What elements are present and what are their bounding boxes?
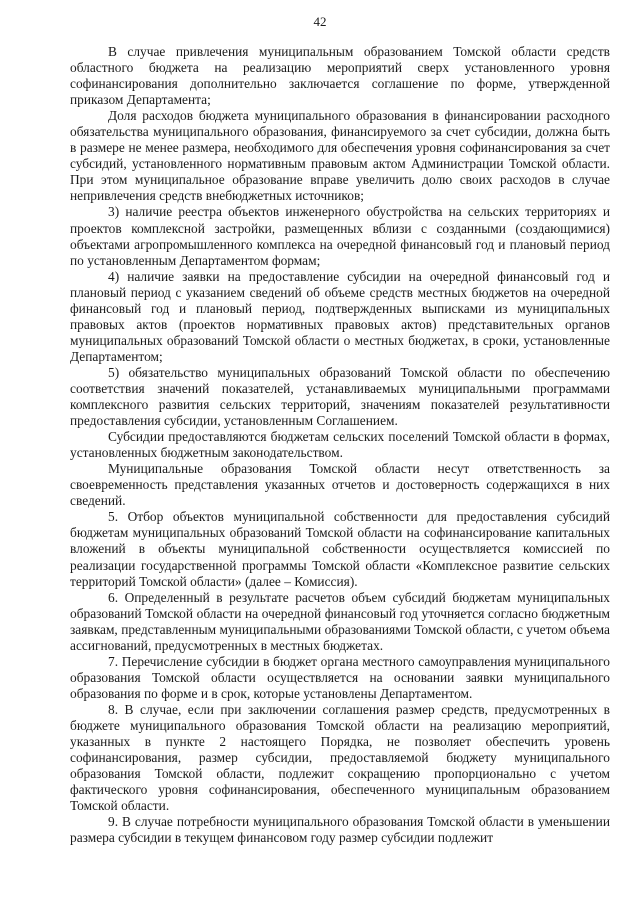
paragraph-7: Муниципальные образования Томской области несут ответственность за своевременность представления указанных отчетов и достоверность содержащихся в них сведений.	[70, 461, 610, 509]
paragraph-11: 8. В случае, если при заключении соглашения размер средств, предусмотренных в бюджете муниципального образования Томской области на реализацию мероприятий, указанных в пункте 2 настоящего Порядка, не позволяет обеспечить уровень софинансирования, размер субсидии, предоставляемой бюджету муниципального образования Томской области, подлежит сокращению пропорционально с учетом фактического уровня софинансирования, обеспеченного муниципальным образованием Томской области.	[70, 701, 610, 814]
paragraph-9: 6. Определенный в результате расчетов объем субсидий бюджетам муниципальных образований Томской области на очередной финансовый год уточняется согласно бюджетным заявкам, представленным муниципальными образованиями Томской области, с учетом объема ассигнований, предусмотренных в местных бюджетах.	[70, 589, 610, 653]
paragraph-3: 3) наличие реестра объектов инженерного обустройства на сельских территориях и проектов комплексной застройки, размещенных вблизи с созданными (создающимися) объектами агропромышленного комплекса на очередной финансовый год и плановый период по установленным Департаментом формам;	[70, 204, 610, 268]
paragraph-4: 4) наличие заявки на предоставление субсидии на очередной финансовый год и плановый период с указанием сведений об объеме средств местных бюджетов на очередной финансовый год и плановый период, подтвержденных выписками из муниципальных правовых актов (проектов нормативных правовых актов) представительных органов муниципальных образований Томской области о местных бюджетах, в сроки, установленные Департаментом;	[70, 268, 610, 364]
paragraph-6: Субсидии предоставляются бюджетам сельских поселений Томской области в формах, установленных бюджетным законодательством.	[70, 429, 610, 461]
paragraph-8: 5. Отбор объектов муниципальной собственности для предоставления субсидий бюджетам муниципальных образований Томской области на софинансирование капитальных вложений в объекты муниципальной собственности осуществляется комиссией по реализации государственной программы Томской области «Комплексное развитие сельских территорий Томской области» (далее – Комиссия).	[70, 509, 610, 589]
paragraph-12: 9. В случае потребности муниципального образования Томской области в уменьшении размера субсидии в текущем финансовом году размер субсидии подлежит	[70, 814, 610, 846]
paragraph-10: 7. Перечисление субсидии в бюджет органа местного самоуправления муниципального образования Томской области осуществляется на основании заявки муниципального образования по форме и в срок, которые установлены Департаментом.	[70, 653, 610, 701]
page-number: 42	[313, 14, 327, 29]
document-body	[70, 44, 610, 846]
paragraph-2: Доля расходов бюджета муниципального образования в финансировании расходного обязательства муниципального образования, финансируемого за счет субсидии, должна быть в размере не менее размера, необходимого для обеспечения уровня софинансирования за счет субсидий, установленного нормативным правовым актом Администрации Томской области. При этом муниципальное образование вправе увеличить долю своих расходов в случае непривлечения средств внебюджетных источников;	[70, 108, 610, 204]
paragraph-5: 5) обязательство муниципальных образований Томской области по обеспечению соответствия значений показателей, устанавливаемых муниципальными программами комплексного развития сельских территорий, значениям показателей результативности предоставления субсидии, установленным Соглашением.	[70, 364, 610, 429]
paragraph-1: В случае привлечения муниципальным образованием Томской области средств областного бюджета на реализацию мероприятий сверх установленного уровня софинансирования дополнительно заключается соглашение по форме, утвержденной приказом Департамента;	[70, 44, 610, 108]
